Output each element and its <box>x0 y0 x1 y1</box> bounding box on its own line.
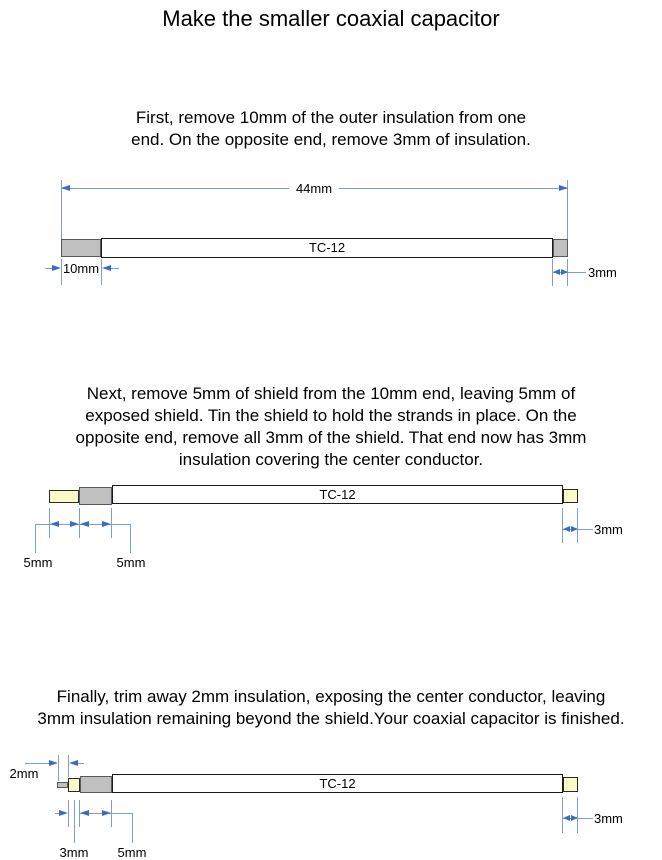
total-length-dim-label: 44mm <box>289 181 339 196</box>
inner-insulation-segment <box>68 778 80 792</box>
insulation-length-dim-label: 3mm <box>59 845 89 860</box>
center-conductor-segment <box>57 782 68 788</box>
dim-extension-line <box>68 755 69 777</box>
instruction-line: exposed shield. Tin the shield to hold the strands in place. On the <box>85 406 577 425</box>
tinned-shield-segment <box>80 776 112 793</box>
inner-insulation-segment <box>563 777 578 792</box>
dim-leader-line <box>74 800 75 843</box>
instruction-line: First, remove 10mm of the outer insulation from one <box>135 108 527 127</box>
dim-leader-line <box>132 813 133 843</box>
insulation-length-dim-label: 5mm <box>23 555 53 570</box>
dim-arrowhead <box>59 810 68 816</box>
instruction-line: Finally, trim away 2mm insulation, exposing the center conductor, leaving <box>56 687 606 706</box>
instruction-line: end. On the opposite end, remove 3mm of insulation. <box>131 130 531 149</box>
dim-arrowhead <box>49 760 58 766</box>
strip-length-dim-label: 3mm <box>594 522 623 537</box>
dim-arrowhead <box>80 810 89 816</box>
shield-length-dim-label: 5mm <box>117 845 147 860</box>
dim-arrowhead <box>69 760 78 766</box>
dim-line <box>78 763 84 764</box>
page-title: Make the smaller coaxial capacitor <box>162 6 500 31</box>
strip-length-dim-label: 10mm <box>62 261 100 276</box>
shield-length-dim-label: 5mm <box>116 555 146 570</box>
dim-extension-line <box>68 800 69 827</box>
dim-line <box>25 763 51 764</box>
instruction-line: insulation covering the center conductor. <box>178 450 484 469</box>
dim-arrowhead <box>563 815 570 821</box>
instruction-line: opposite end, remove all 3mm of the shield. That end now has 3mm <box>75 428 587 447</box>
dim-leader-line <box>578 818 593 819</box>
dim-extension-line <box>58 755 59 781</box>
instruction-line: 3mm insulation remaining beyond the shield.Your coaxial capacitor is finished. <box>37 709 625 728</box>
conductor-length-dim-label: 2mm <box>9 766 39 781</box>
dim-arrowhead <box>102 810 111 816</box>
cable-body: TC-12 <box>101 238 553 258</box>
strip-length-dim-label: 3mm <box>594 811 623 826</box>
dim-arrowhead <box>571 815 578 821</box>
cable-body: TC-12 <box>112 774 563 793</box>
cable-body: TC-12 <box>112 485 563 504</box>
instruction-line: Next, remove 5mm of shield from the 10mm end, leaving 5mm of <box>86 384 576 403</box>
strip-length-dim-label: 3mm <box>588 265 617 280</box>
